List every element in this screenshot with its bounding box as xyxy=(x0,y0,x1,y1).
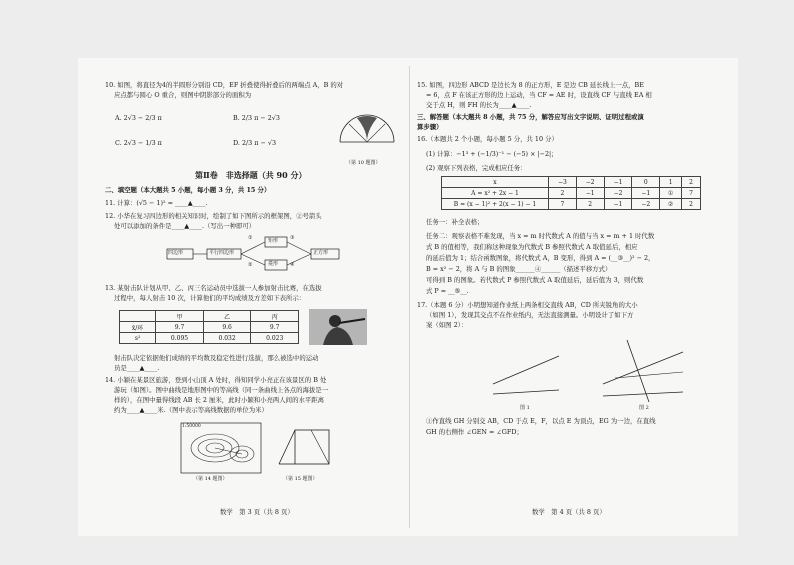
q16-cell: −1 xyxy=(604,199,632,210)
q13-cell: 0.095 xyxy=(156,333,204,344)
q15-figure-caption: （第 15 题图） xyxy=(283,476,318,482)
task1-text: 任务一：补全表格； xyxy=(426,218,484,226)
q10-figure-caption: （第 10 题图） xyxy=(346,160,381,166)
q10-option-b: B. 2/3 π − 2√3 xyxy=(233,114,280,122)
q16-cell: ① xyxy=(660,188,682,199)
task2-text-2: 式 B 的值相等，我们称这种现象为代数式 B 参照代数式 A 取值延后，相应 xyxy=(426,243,638,251)
q16-cell: 2 xyxy=(681,199,700,210)
q16-cell: 2 xyxy=(576,199,604,210)
q12-box-rectangle: 矩形 xyxy=(268,238,279,244)
q15-text-1: 15. 如图，四边形 ABCD 是边长为 8 的正方形，E 是边 CB 延长线上一点，BE xyxy=(417,81,644,89)
q17-figure-1 xyxy=(487,342,567,402)
q14-text-2: 游玩（如图）。图中曲线是地形图中的等高线（同一条曲线上各点的海拔是一 xyxy=(114,386,329,394)
q17-figure-2-caption: 图 2 xyxy=(639,405,649,411)
q13-text-1: 13. 某射击队计划从甲、乙、丙三名运动员中选拔一人参加射击比赛，在选拔 xyxy=(105,284,322,292)
q16-cell: A = x² + 2x − 1 xyxy=(442,188,549,199)
task2-text-3: 的延后值为 1；结合函数图象，将代数式 A，B 变形，得到 A = (__③__)² − 2， xyxy=(426,254,655,262)
q17-step-1: ①作直线 GH 分别交 AB，CD 于点 E，F，以点 E 为顶点，EG 为一边，在直线 xyxy=(426,417,656,425)
page-fold xyxy=(409,66,410,528)
q13-shooter-photo xyxy=(309,309,367,345)
q17-text-3: 案（如图 2）： xyxy=(426,321,468,329)
q12-framework-diagram xyxy=(165,233,365,273)
q16-cell: ② xyxy=(660,199,682,210)
q17-figure-2 xyxy=(595,338,691,404)
q16-cell: 7 xyxy=(549,199,577,210)
solve-section-heading-1: 三、解答题（本大题共 8 小题，共 75 分，解答应写出文字说明、证明过程或演 xyxy=(417,113,644,121)
part2-title: 第Ⅱ卷 非选择题（共 90 分） xyxy=(195,170,307,180)
left-page-footer: 数学 第 3 页（共 8 页） xyxy=(220,508,294,516)
q10-option-a: A. 2√3 − 2/3 π xyxy=(115,114,162,122)
q13-cell: 0.032 xyxy=(203,333,251,344)
q10-semicircle-figure xyxy=(337,108,399,160)
q12-arrow-label-3: ③ xyxy=(290,235,295,241)
q12-arrow-label-1: ① xyxy=(248,235,253,241)
q16-cell: −3 xyxy=(549,177,577,188)
q12-box-quadrilateral: 四边形 xyxy=(168,250,184,256)
q12-box-square: 正方形 xyxy=(313,250,329,256)
q16-heading: 16.（本题共 2 个小题，每小题 5 分，共 10 分） xyxy=(417,135,558,143)
q12-text-1: 12. 小华在复习四边形的相关知识时，绘制了如下图所示的框架图，②号箭头 xyxy=(105,212,322,220)
q16-cell: 1 xyxy=(660,177,682,188)
q12-text-2: 处可以添加的条件是____▲____.（写出一种即可） xyxy=(114,222,256,230)
q16-cell: −1 xyxy=(604,177,632,188)
q13-cell: 9.7 xyxy=(251,322,299,333)
q14-map-scale: 1:50000 xyxy=(182,424,201,429)
task2-text-4: B = x² − 2，将 A 与 B 的图象______④______（描述平移方式） xyxy=(426,265,612,273)
q11-text: 11. 计算：(√5 − 1)² = ____▲____. xyxy=(105,199,208,207)
q13-cell: x̄/环 xyxy=(120,322,156,333)
q16-part2: (2) 观察下列表格，完成相应任务： xyxy=(426,164,527,172)
q13-cell: 0.023 xyxy=(251,333,299,344)
q16-cell: 2 xyxy=(681,177,700,188)
q13-score-table xyxy=(119,310,299,344)
q14-text-3: 样的），在图中量得线段 AB 长 2 厘米，此时小颖和小亮两人间的水平距离 xyxy=(114,396,325,404)
q17-figure-1-caption: 图 1 xyxy=(520,405,530,411)
q13-cell: 9.7 xyxy=(156,322,204,333)
q13-header-3: 丙 xyxy=(251,311,299,322)
q13-cell: 9.6 xyxy=(203,322,251,333)
q15-text-3: 交于点 H，则 FH 的长为____▲____. xyxy=(426,101,532,109)
q16-cell: −1 xyxy=(576,188,604,199)
q15-text-2: = 6，点 F 在该正方形的边上运动，当 CF = AE 时，设直线 CF 与直线 EA 相 xyxy=(426,91,652,99)
q16-cell: −1 xyxy=(632,188,660,199)
q10-text-2: 应点都与圆心 O 重合，则图中阴影部分的面积为 xyxy=(114,91,252,99)
q16-part1: (1) 计算：−1³ + (−1/3)⁻¹ − (−5) × |−2|； xyxy=(426,150,558,158)
solve-section-heading-2: 算步骤） xyxy=(417,123,443,131)
q13-header-1: 甲 xyxy=(156,311,204,322)
q14-figure-caption: （第 14 题图） xyxy=(193,476,228,482)
fill-section-heading: 二、填空题（本大题共 5 小题，每小题 3 分，共 15 分） xyxy=(105,186,271,194)
q16-cell: 2 xyxy=(549,188,577,199)
q13-header-0 xyxy=(120,311,156,322)
q13-text-3: 射击队决定依据他们成绩的平均数及稳定性进行选拔，那么被选中的运动 xyxy=(114,354,319,362)
q12-arrow-label-2: ② xyxy=(248,262,253,268)
q15-square-figure xyxy=(275,422,335,476)
q16-cell: −2 xyxy=(632,199,660,210)
q12-arrow-label-4: ④ xyxy=(290,262,295,268)
q17-text-2: （如图 1），发现其交点不在作业纸内，无法直接测量。小明设计了如下方 xyxy=(426,311,634,319)
q14-text-1: 14. 小颖在某景区旅游，登到小山顶 A 处时，得知同学小亮正在该景区的 B 处 xyxy=(105,376,327,384)
q10-option-d: D. 2/3 π − √3 xyxy=(233,139,277,147)
q14-text-4: 约为____▲____米.（图中表示等高线数据的单位为米） xyxy=(114,406,268,414)
q16-value-table xyxy=(441,176,701,210)
task2-text-1: 任务二：观察表格不难发现，当 x = m 时代数式 A 的值与当 x = m + 1 时代数 xyxy=(426,232,655,240)
q17-text-1: 17.（本题 6 分）小明想知道作业纸上两条相交直线 AB，CD 所夹锐角的大小 xyxy=(417,301,638,309)
q13-text-2: 过程中，每人射击 10 次，计算他们的平均成绩及方差如下表所示： xyxy=(114,294,306,302)
q16-cell: −2 xyxy=(576,177,604,188)
q16-cell: B = (x − 1)² + 2(x − 1) − 1 xyxy=(442,199,549,210)
q12-box-parallelogram: 平行四边形 xyxy=(209,250,235,256)
right-page-footer: 数学 第 4 页（共 8 页） xyxy=(532,508,606,516)
q13-header-2: 乙 xyxy=(203,311,251,322)
q16-cell: 0 xyxy=(632,177,660,188)
q16-cell: 7 xyxy=(681,188,700,199)
task2-text-5: 可得到 B 的图象。若代数式 P 参照代数式 A 取值延后，延后值为 3，则代数 xyxy=(426,276,644,284)
q17-step-2: GH 的右侧作 ∠GEN = ∠GFD； xyxy=(426,428,523,436)
q10-text-1: 10. 如图，将直径为4的半圆形分别沿 CD，EF 折叠使得折叠后的两端点 A，B 的对 xyxy=(105,81,344,89)
task2-text-6: 式 P = __⑤__. xyxy=(426,287,469,295)
exam-sheet xyxy=(78,58,738,536)
q16-cell: −2 xyxy=(604,188,632,199)
q13-text-4: 员是____▲____. xyxy=(114,364,160,372)
q13-cell: s² xyxy=(120,333,156,344)
q16-cell: x xyxy=(442,177,549,188)
q10-option-c: C. 2√3 − 1/3 π xyxy=(115,139,162,147)
q12-box-rhombus: 菱形 xyxy=(268,261,279,267)
